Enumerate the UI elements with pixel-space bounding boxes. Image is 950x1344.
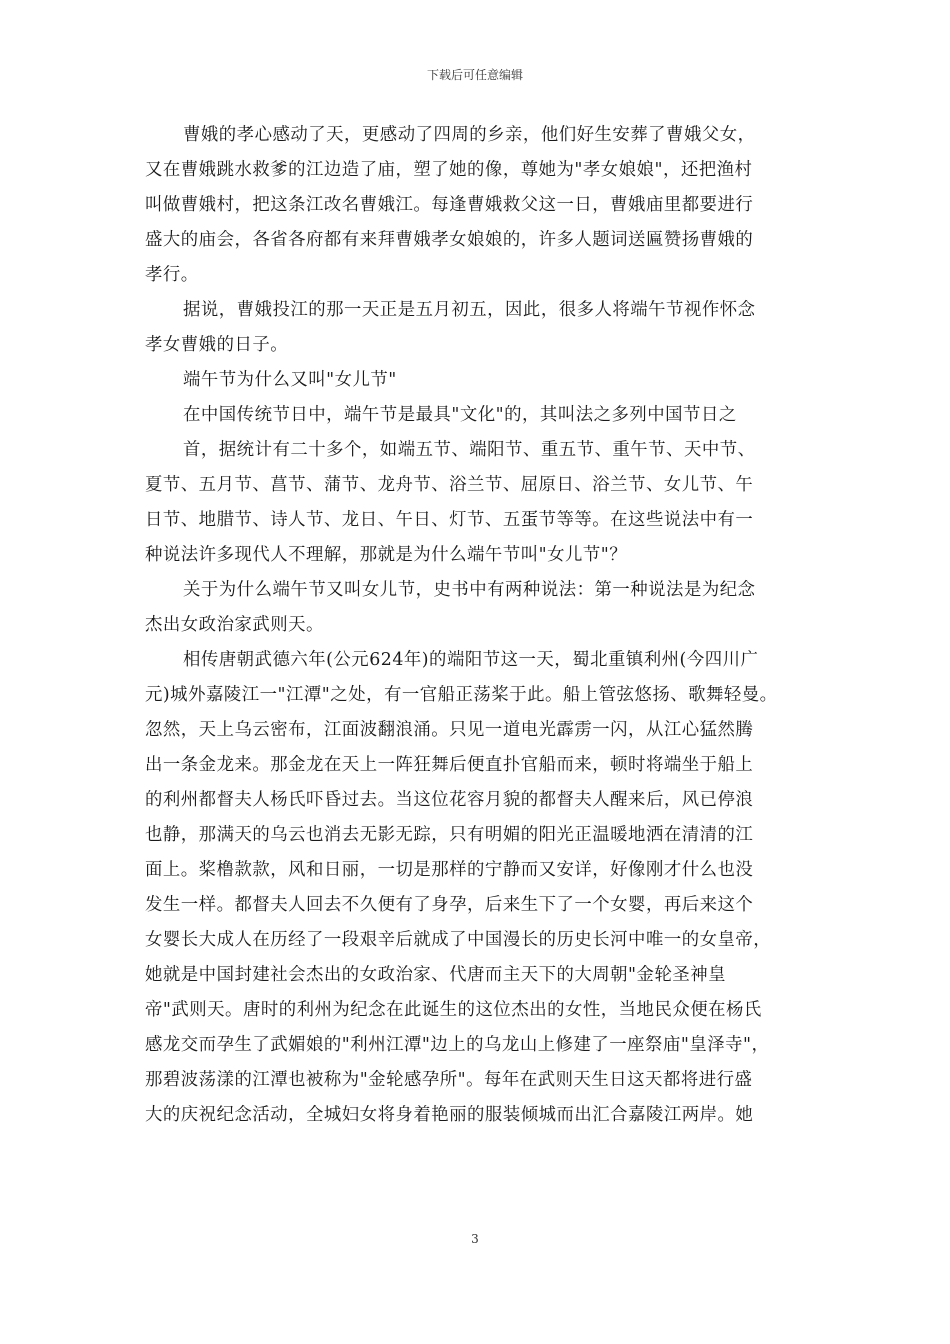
text-line: 孝女曹娥的日子。 [145,335,289,355]
text-line: 种说法许多现代人不理解，那就是为什么端午节叫"女儿节"？ [145,545,628,565]
text-line: 孝行。 [145,265,199,285]
text-line: 帝"武则天。唐时的利州为纪念在此诞生的这位杰出的女性，当地民众便在杨氏 [145,1000,762,1020]
text-line: 女婴长大成人在历经了一段艰辛后就成了中国漫长的历史长河中唯一的女皇帝， [145,930,772,950]
text-line: 首，据统计有二十多个，如端五节、端阳节、重五节、重午节、天中节、 [183,440,756,460]
body-text [145,118,807,1133]
text-line: 叫做曹娥村，把这条江改名曹娥江。每逢曹娥救父这一日，曹娥庙里都要进行 [145,195,754,215]
text-line: 在中国传统节日中，端午节是最具"文化"的，其叫法之多列中国节日之 [183,405,737,425]
text-line: 据说，曹娥投江的那一天正是五月初五，因此，很多人将端午节视作怀念 [183,300,756,320]
text-line: 日节、地腊节、诗人节、龙日、午日、灯节、五蛋节等等。在这些说法中有一 [145,510,754,530]
text-line: 发生一样。都督夫人回去不久便有了身孕，后来生下了一个女婴，再后来这个 [145,895,754,915]
text-line: 感龙交而孕生了武媚娘的"利州江潭"边上的乌龙山上修建了一座祭庙"皇泽寺"， [145,1035,770,1055]
text-line: 又在曹娥跳水救爹的江边造了庙，塑了她的像，尊她为"孝女娘娘"，还把渔村 [145,160,753,180]
text-line: 元)城外嘉陵江一"江潭"之处，有一官船正荡桨于此。船上管弦悠扬、歌舞轻曼。 [145,685,778,705]
page-number: 3 [471,1232,479,1246]
text-line: 的利州都督夫人杨氏吓昏过去。当这位花容月貌的都督夫人醒来后，风已停浪 [145,790,754,810]
text-line: 她就是中国封建社会杰出的女政治家、代唐而主天下的大周朝"金轮圣神皇 [145,965,727,985]
text-line: 杰出女政治家武则天。 [145,615,324,635]
text-line: 也静，那满天的乌云也消去无影无踪，只有明媚的阳光正温暖地洒在清清的江 [145,825,754,845]
text-line: 盛大的庙会，各省各府都有来拜曹娥孝女娘娘的，许多人题词送匾赞扬曹娥的 [145,230,754,250]
text-line: 大的庆祝纪念活动，全城妇女将身着艳丽的服装倾城而出汇合嘉陵江两岸。她 [145,1105,754,1125]
text-line: 关于为什么端午节又叫女儿节，史书中有两种说法：第一种说法是为纪念 [183,580,756,600]
text-line: 忽然，天上乌云密布，江面波翻浪涌。只见一道电光霹雳一闪，从江心猛然腾 [145,720,754,740]
page-header: 下载后可任意编辑 [426,68,523,82]
text-line: 曹娥的孝心感动了天，更感动了四周的乡亲，他们好生安葬了曹娥父女， [183,125,756,145]
text-line: 相传唐朝武德六年(公元624年)的端阳节这一天，蜀北重镇利州(今四川广 [183,650,759,670]
text-line: 面上。桨橹款款，风和日丽，一切是那样的宁静而又安详，好像刚才什么也没 [145,860,754,880]
text-line: 那碧波荡漾的江潭也被称为"金轮感孕所"。每年在武则天生日这天都将进行盛 [145,1070,753,1090]
text-line: 夏节、五月节、菖节、蒲节、龙舟节、浴兰节、屈原日、浴兰节、女儿节、午 [145,475,754,495]
text-line: 出一条金龙来。那金龙在天上一阵狂舞后便直扑官船而来，顿时将端坐于船上 [145,755,754,775]
section-heading: 端午节为什么又叫"女儿节" [183,370,397,390]
